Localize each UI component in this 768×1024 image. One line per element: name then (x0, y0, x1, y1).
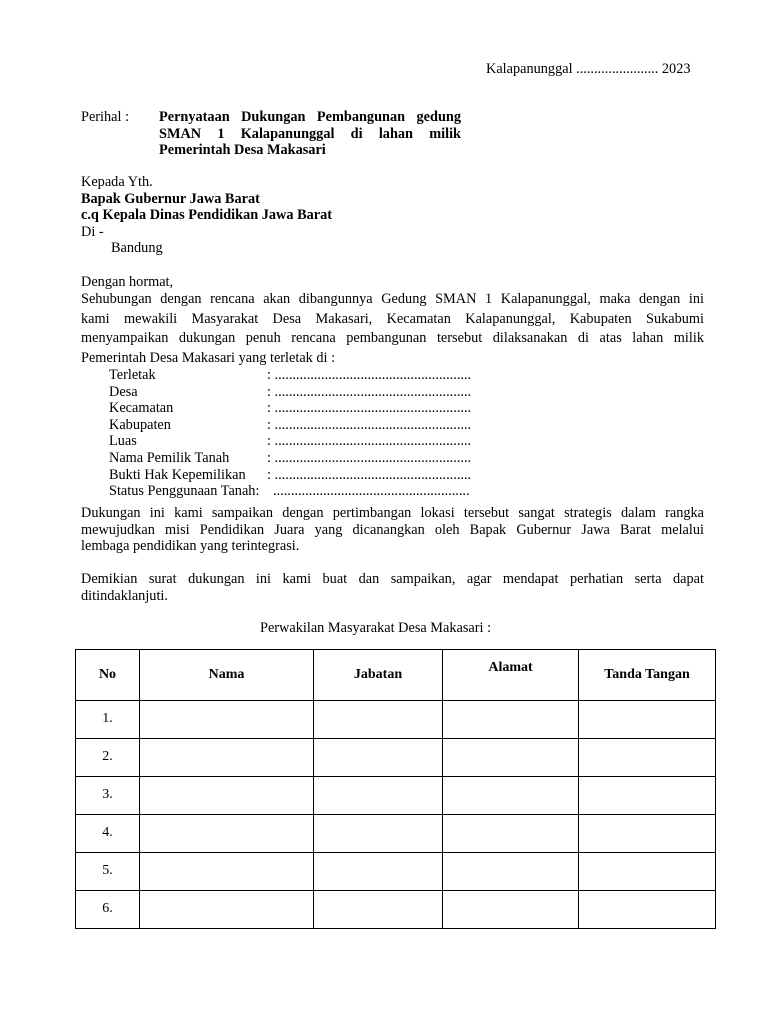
table-row (76, 701, 716, 739)
recipient-greeting: Kepada Yth. (81, 174, 153, 190)
table-row (76, 853, 716, 891)
cell-tanda-tangan (579, 815, 716, 853)
subject-line: SMAN 1 Kalapanunggal di lahan milik (159, 125, 461, 142)
cell-jabatan (314, 739, 443, 777)
signature-table (75, 649, 716, 929)
paragraph-intro (81, 291, 704, 366)
cell-tanda-tangan (579, 739, 716, 777)
table-row (76, 739, 716, 777)
paragraph-line: mewujudkan misi Pendidikan Juara yang dicanangkan oleh Bapak Gubernur Jawa Barat melalui (81, 521, 704, 538)
subject-line: Pernyataan Dukungan Pembangunan gedung (159, 109, 461, 125)
header-nama: Nama (140, 650, 314, 701)
paragraph-closing (81, 571, 704, 604)
cell-nama (140, 777, 314, 815)
table-header-row (76, 650, 716, 701)
field-value: : ....................................................... (267, 400, 472, 417)
cell-alamat (443, 891, 579, 929)
recipient-di: Di - (81, 223, 104, 240)
row-number: 6. (76, 891, 140, 929)
paragraph-line: Dukungan ini kami sampaikan dengan pertimbangan lokasi tersebut sangat strategis dalam rangka (81, 505, 704, 521)
cell-jabatan (314, 701, 443, 739)
field-value: : ....................................................... (267, 449, 472, 466)
row-number: 2. (76, 739, 140, 777)
paragraph-line: Sehubungan dengan rencana akan dibangunnya Gedung SMAN 1 Kalapanunggal, maka dengan ini (81, 291, 704, 307)
table-row (76, 777, 716, 815)
header-tanda-tangan: Tanda Tangan (579, 650, 716, 701)
table-caption: Perwakilan Masyarakat Desa Makasari : (260, 620, 492, 636)
paragraph-line: Pemerintah Desa Makasari yang terletak di : (81, 349, 336, 366)
cell-jabatan (314, 891, 443, 929)
cell-alamat (443, 739, 579, 777)
cell-alamat (443, 701, 579, 739)
salutation: Dengan hormat, (81, 274, 174, 290)
cell-nama (140, 701, 314, 739)
paragraph-line: menyampaikan dukungan penuh rencana pembangunan tersebut dilaksanakan di atas lahan milik (81, 330, 704, 346)
row-number: 1. (76, 701, 140, 739)
paragraph-line: kami mewakili Masyarakat Desa Makasari, Kecamatan Kalapanunggal, Kabupaten Sukabumi (81, 310, 704, 327)
header-alamat: Alamat (443, 650, 579, 701)
recipient-block (81, 174, 332, 257)
header-no: No (76, 650, 140, 701)
row-number: 5. (76, 853, 140, 891)
row-number: 4. (76, 815, 140, 853)
cell-nama (140, 739, 314, 777)
field-label: Luas (109, 433, 137, 450)
field-label: Status Penggunaan Tanah: (109, 483, 260, 500)
table-row (76, 815, 716, 853)
paragraph-line: lembaga pendidikan yang terintegrasi. (81, 538, 300, 554)
subject-text (159, 109, 461, 159)
field-value: ....................................................... (273, 483, 470, 500)
header-jabatan: Jabatan (314, 650, 443, 701)
field-label: Nama Pemilik Tanah (109, 449, 230, 466)
cell-nama (140, 891, 314, 929)
cell-jabatan (314, 815, 443, 853)
row-number: 3. (76, 777, 140, 815)
field-label: Bukti Hak Kepemilikan (109, 466, 246, 483)
cell-alamat (443, 815, 579, 853)
field-value: : ....................................................... (267, 416, 472, 433)
field-label: Desa (109, 383, 138, 400)
recipient-name: Bapak Gubernur Jawa Barat (81, 190, 260, 207)
field-label: Kabupaten (109, 416, 171, 433)
cell-tanda-tangan (579, 701, 716, 739)
cell-jabatan (314, 777, 443, 815)
paragraph-line: ditindaklanjuti. (81, 587, 168, 604)
cell-tanda-tangan (579, 853, 716, 891)
cell-alamat (443, 777, 579, 815)
field-label: Kecamatan (109, 400, 174, 417)
place-date: Kalapanunggal ....................... 2023 (486, 61, 691, 77)
field-value: : ....................................................... (267, 383, 472, 400)
cell-nama (140, 853, 314, 891)
cell-tanda-tangan (579, 891, 716, 929)
field-value: : ....................................................... (267, 466, 472, 483)
field-value: : ....................................................... (267, 433, 472, 450)
subject-label: Perihal : (81, 109, 130, 125)
cell-nama (140, 815, 314, 853)
cell-alamat (443, 853, 579, 891)
paragraph-reason (81, 505, 704, 555)
field-label: Terletak (109, 367, 156, 383)
paragraph-line: Demikian surat dukungan ini kami buat dan sampaikan, agar mendapat perhatian serta dapat (81, 571, 704, 587)
recipient-city: Bandung (111, 240, 163, 256)
cell-jabatan (314, 853, 443, 891)
table-row (76, 891, 716, 929)
recipient-office: c.q Kepala Dinas Pendidikan Jawa Barat (81, 207, 333, 223)
field-value: : ....................................................... (267, 367, 472, 383)
cell-tanda-tangan (579, 777, 716, 815)
subject-line: Pemerintah Desa Makasari (159, 142, 326, 158)
